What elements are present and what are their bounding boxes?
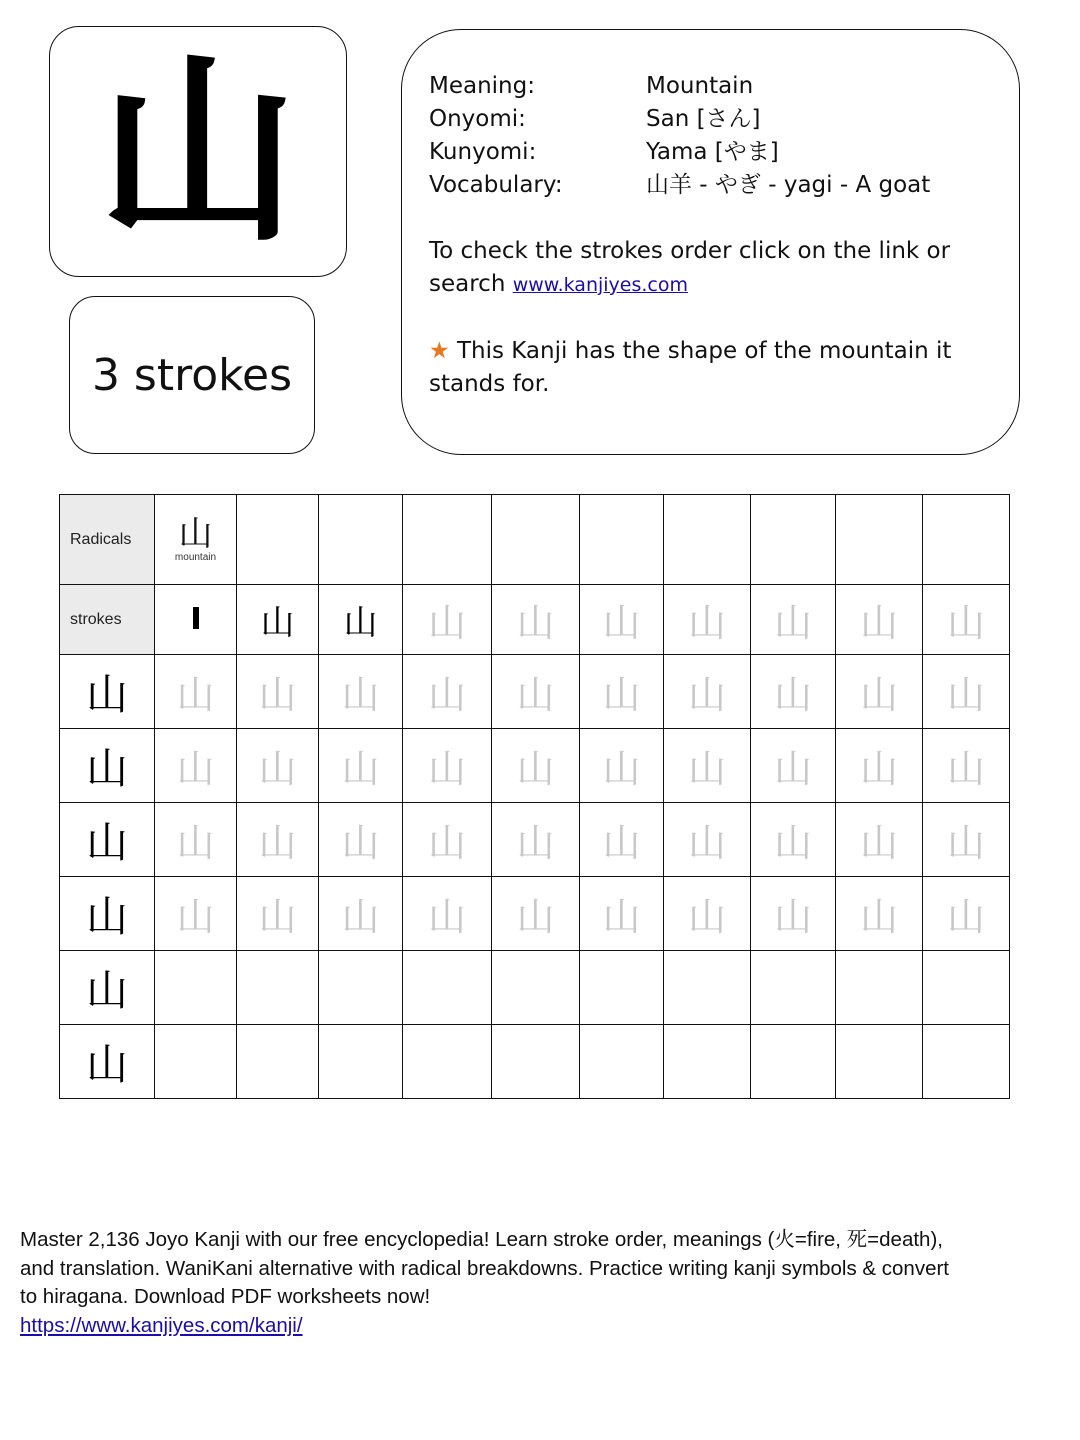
practice-cell[interactable] <box>492 951 580 1025</box>
trace-cell[interactable] <box>155 877 237 951</box>
practice-cell[interactable] <box>580 951 664 1025</box>
practice-cell[interactable] <box>319 1025 403 1099</box>
practice-cell[interactable] <box>403 951 492 1025</box>
onyomi-row <box>429 103 999 136</box>
stroke-3-char: 山 <box>343 603 378 643</box>
model-character: 山 <box>85 965 128 1015</box>
trace-cell[interactable] <box>319 877 403 951</box>
trace-character: 山 <box>516 895 555 939</box>
meaning-value: Mountain <box>646 73 754 99</box>
kanji-character: 山 <box>97 33 298 269</box>
trace-cell[interactable] <box>580 585 664 655</box>
trace-character: 山 <box>946 821 985 865</box>
practice-cell[interactable] <box>580 1025 664 1099</box>
trace-character: 山 <box>427 747 466 791</box>
trace-cell[interactable] <box>492 655 580 729</box>
model-cell <box>60 951 155 1025</box>
trace-cell[interactable] <box>492 585 580 655</box>
kunyomi-label: Kunyomi: <box>429 139 537 165</box>
empty-cell <box>923 495 1010 585</box>
stroke-order-note <box>429 235 999 302</box>
vocabulary-label: Vocabulary: <box>429 172 563 198</box>
trace-character: 山 <box>427 895 466 939</box>
trace-character: 山 <box>516 821 555 865</box>
blank-practice-row <box>60 1025 1010 1099</box>
kunyomi-row <box>429 136 999 169</box>
stroke-count-label: 3 strokes <box>91 349 293 401</box>
stroke-order-text: To check the strokes order click on the link or search <box>429 238 951 297</box>
trace-cell[interactable] <box>836 729 923 803</box>
model-character: 山 <box>85 669 128 719</box>
strokes-row <box>60 585 1010 655</box>
practice-cell[interactable] <box>923 951 1010 1025</box>
trace-character: 山 <box>859 895 898 939</box>
footer-text: Master 2,136 Joyo Kanji with our free encyclopedia! Learn stroke order, meanings (火=fire, 死=death), and translation. WaniKani alternative with radical breakdowns. Practice writing kanji symbols & convert to hiragana. Download PDF worksheets now! <box>20 1228 949 1308</box>
practice-cell[interactable] <box>751 951 836 1025</box>
trace-character: 山 <box>773 895 812 939</box>
star-icon: ★ <box>429 338 450 364</box>
trace-character: 山 <box>176 673 215 717</box>
practice-cell[interactable] <box>155 1025 237 1099</box>
trace-cell[interactable] <box>492 803 580 877</box>
trace-character: 山 <box>602 821 641 865</box>
kanji-display-card <box>49 26 347 277</box>
trace-cell[interactable] <box>751 877 836 951</box>
trace-character: 山 <box>773 673 812 717</box>
trace-character: 山 <box>773 747 812 791</box>
trace-cell[interactable] <box>580 729 664 803</box>
trace-character: 山 <box>516 747 555 791</box>
radical-cell <box>155 495 237 585</box>
trace-character: 山 <box>602 601 641 645</box>
kanji-info-card <box>401 29 1020 455</box>
trace-character: 山 <box>176 747 215 791</box>
empty-cell <box>492 495 580 585</box>
empty-cell <box>580 495 664 585</box>
stroke-2-char: 山 <box>260 603 295 643</box>
trace-cell[interactable] <box>664 877 751 951</box>
practice-cell[interactable] <box>319 951 403 1025</box>
trace-character: 山 <box>176 895 215 939</box>
trace-character: 山 <box>773 821 812 865</box>
trace-character: 山 <box>946 601 985 645</box>
trace-character: 山 <box>859 747 898 791</box>
empty-cell <box>237 495 319 585</box>
trace-cell[interactable] <box>155 729 237 803</box>
trace-character: 山 <box>946 747 985 791</box>
trace-cell[interactable] <box>319 729 403 803</box>
trace-character: 山 <box>427 821 466 865</box>
trace-cell[interactable] <box>751 803 836 877</box>
meaning-label: Meaning: <box>429 73 535 99</box>
trace-row <box>60 877 1010 951</box>
trace-character: 山 <box>687 821 726 865</box>
practice-cell[interactable] <box>664 951 751 1025</box>
trace-cell[interactable] <box>155 803 237 877</box>
trace-character: 山 <box>602 747 641 791</box>
onyomi-label: Onyomi: <box>429 106 526 132</box>
trace-character: 山 <box>258 673 297 717</box>
practice-cell[interactable] <box>923 1025 1010 1099</box>
trace-character: 山 <box>341 673 380 717</box>
trace-cell[interactable] <box>580 877 664 951</box>
trace-cell[interactable] <box>836 655 923 729</box>
radical-meaning: mountain <box>174 551 217 563</box>
trace-character: 山 <box>946 895 985 939</box>
model-character: 山 <box>85 891 128 941</box>
trace-cell[interactable] <box>923 877 1010 951</box>
blank-practice-row <box>60 951 1010 1025</box>
trace-cell[interactable] <box>580 803 664 877</box>
vocabulary-row <box>429 169 999 202</box>
trace-character: 山 <box>773 601 812 645</box>
trace-cell[interactable] <box>751 655 836 729</box>
trace-character: 山 <box>427 673 466 717</box>
trace-character: 山 <box>687 673 726 717</box>
empty-cell <box>319 495 403 585</box>
stroke-count-card <box>69 296 315 454</box>
trace-cell[interactable] <box>923 803 1010 877</box>
practice-cell[interactable] <box>751 1025 836 1099</box>
model-character: 山 <box>85 817 128 867</box>
trace-cell[interactable] <box>492 729 580 803</box>
trace-cell[interactable] <box>751 729 836 803</box>
trace-cell[interactable] <box>403 655 492 729</box>
model-cell <box>60 877 155 951</box>
practice-cell[interactable] <box>237 951 319 1025</box>
practice-grid <box>59 494 1010 1099</box>
trace-cell[interactable] <box>403 877 492 951</box>
stroke-step-2 <box>237 585 319 655</box>
empty-cell <box>664 495 751 585</box>
trace-character: 山 <box>946 673 985 717</box>
trace-character: 山 <box>341 821 380 865</box>
trace-character: 山 <box>341 895 380 939</box>
trace-character: 山 <box>341 747 380 791</box>
practice-cell[interactable] <box>155 951 237 1025</box>
trace-cell[interactable] <box>751 585 836 655</box>
trace-cell[interactable] <box>836 585 923 655</box>
trace-cell[interactable] <box>664 585 751 655</box>
trace-cell[interactable] <box>403 585 492 655</box>
trace-cell[interactable] <box>664 655 751 729</box>
empty-cell <box>403 495 492 585</box>
practice-cell[interactable] <box>664 1025 751 1099</box>
stroke-1-mark <box>193 607 199 629</box>
trace-character: 山 <box>687 895 726 939</box>
trace-cell[interactable] <box>836 803 923 877</box>
trace-character: 山 <box>859 601 898 645</box>
trace-character: 山 <box>258 821 297 865</box>
trace-cell[interactable] <box>923 655 1010 729</box>
trace-character: 山 <box>427 601 466 645</box>
trace-cell[interactable] <box>319 655 403 729</box>
trace-row <box>60 803 1010 877</box>
trace-row <box>60 655 1010 729</box>
stroke-step-1 <box>155 585 237 655</box>
practice-cell[interactable] <box>836 1025 923 1099</box>
trace-character: 山 <box>859 673 898 717</box>
footer-link[interactable]: https://www.kanjiyes.com/kanji/ <box>20 1313 303 1337</box>
trace-cell[interactable] <box>237 655 319 729</box>
shape-note <box>429 335 999 401</box>
trace-cell[interactable] <box>237 877 319 951</box>
practice-cell[interactable] <box>403 1025 492 1099</box>
trace-character: 山 <box>602 673 641 717</box>
strokes-header: strokes <box>60 585 155 655</box>
trace-cell[interactable] <box>923 729 1010 803</box>
model-cell <box>60 1025 155 1099</box>
trace-cell[interactable] <box>237 803 319 877</box>
trace-character: 山 <box>687 601 726 645</box>
trace-row <box>60 729 1010 803</box>
radical-character: 山 <box>178 513 213 554</box>
model-character: 山 <box>85 743 128 793</box>
empty-cell <box>836 495 923 585</box>
kanjiyes-link[interactable]: www.kanjiyes.com <box>512 274 688 296</box>
practice-cell[interactable] <box>836 951 923 1025</box>
trace-cell[interactable] <box>403 803 492 877</box>
trace-character: 山 <box>176 821 215 865</box>
radicals-row <box>60 495 1010 585</box>
trace-character: 山 <box>516 601 555 645</box>
model-cell <box>60 729 155 803</box>
trace-character: 山 <box>516 673 555 717</box>
practice-cell[interactable] <box>492 1025 580 1099</box>
trace-character: 山 <box>258 747 297 791</box>
trace-character: 山 <box>258 895 297 939</box>
radicals-header: Radicals <box>60 495 155 585</box>
trace-character: 山 <box>602 895 641 939</box>
trace-cell[interactable] <box>836 877 923 951</box>
trace-cell[interactable] <box>492 877 580 951</box>
trace-cell[interactable] <box>319 803 403 877</box>
trace-cell[interactable] <box>155 655 237 729</box>
stroke-step-3 <box>319 585 403 655</box>
trace-cell[interactable] <box>664 803 751 877</box>
trace-cell[interactable] <box>403 729 492 803</box>
kunyomi-value: Yama [やま] <box>646 139 779 165</box>
footer-blurb <box>20 1226 970 1340</box>
meaning-row <box>429 70 999 103</box>
model-character: 山 <box>85 1039 128 1089</box>
trace-character: 山 <box>859 821 898 865</box>
empty-cell <box>751 495 836 585</box>
trace-character: 山 <box>687 747 726 791</box>
model-cell <box>60 655 155 729</box>
onyomi-value: San [さん] <box>646 106 761 132</box>
practice-cell[interactable] <box>237 1025 319 1099</box>
trace-cell[interactable] <box>664 729 751 803</box>
trace-cell[interactable] <box>237 729 319 803</box>
trace-cell[interactable] <box>580 655 664 729</box>
shape-note-text: This Kanji has the shape of the mountain it stands for. <box>429 338 952 397</box>
trace-cell[interactable] <box>923 585 1010 655</box>
model-cell <box>60 803 155 877</box>
vocabulary-value: 山羊 - やぎ - yagi - A goat <box>646 172 931 198</box>
